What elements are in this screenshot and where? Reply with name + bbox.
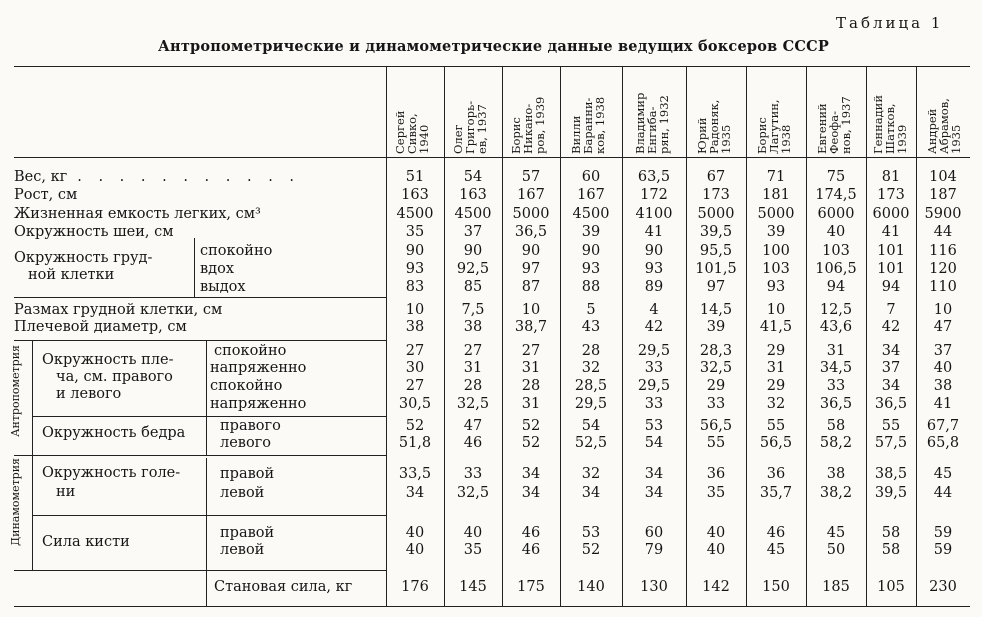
table-cell: 43,6 [819, 319, 853, 335]
table-cell: 52 [581, 542, 601, 558]
table-cell: 41 [933, 396, 953, 412]
table-cell: 42 [881, 319, 901, 335]
sep-shoulder-arm [14, 340, 386, 341]
table-cell: 36 [706, 466, 726, 482]
table-cell: 40 [463, 525, 483, 541]
table-cell: 32 [581, 360, 601, 376]
table-cell: 92,5 [456, 261, 490, 277]
table-cell: 29,5 [637, 343, 671, 359]
table-cell: 41 [644, 224, 664, 240]
table-cell: 30,5 [398, 396, 432, 412]
sep-grip [14, 570, 386, 571]
table-cell: 4500 [454, 206, 492, 222]
row-label-chest-line2: ной клетки [28, 267, 115, 283]
table-cell: 90 [521, 243, 541, 259]
table-label: Таблица 1 [836, 14, 944, 32]
table-cell: 38 [405, 319, 425, 335]
boxer-header: Евгений Феофа- нов, 1937 [815, 96, 853, 154]
row-sublabel-thigh-left: левого [220, 435, 272, 451]
table-cell: 52 [405, 418, 425, 434]
table-cell: 27 [463, 343, 483, 359]
sep-shin [32, 515, 386, 516]
table-cell: 40 [706, 525, 726, 541]
table-cell: 51,8 [398, 435, 432, 451]
table-cell: 163 [401, 187, 429, 203]
boxer-header: Вилли Баранни- ков, 1938 [569, 96, 607, 154]
table-cell: 87 [521, 279, 541, 295]
table-cell: 38 [826, 466, 846, 482]
table-cell: 27 [405, 378, 425, 394]
table-cell: 47 [463, 418, 483, 434]
table-cell: 40 [706, 542, 726, 558]
shin-sub-divider [206, 458, 207, 570]
table-cell: 33 [644, 396, 664, 412]
table-cell: 38 [463, 319, 483, 335]
table-cell: 40 [405, 542, 425, 558]
table-cell: 187 [929, 187, 957, 203]
row-sublabel-arm-calm: спокойно [214, 343, 287, 359]
table-cell: 31 [826, 343, 846, 359]
table-cell: 46 [521, 525, 541, 541]
table-cell: 34 [881, 378, 901, 394]
table-cell: 104 [929, 169, 957, 185]
table-cell: 93 [766, 279, 786, 295]
table-cell: 106,5 [815, 261, 857, 277]
table-cell: 103 [762, 261, 790, 277]
table-cell: 39,5 [874, 485, 908, 501]
table-cell: 33 [826, 378, 846, 394]
table-cell: 32 [766, 396, 786, 412]
table-cell: 58 [881, 542, 901, 558]
row-label-thigh: Окружность бедра [42, 425, 186, 441]
table-cell: 90 [581, 243, 601, 259]
table-cell: 101,5 [695, 261, 737, 277]
table-cell: 85 [463, 279, 483, 295]
table-cell: 93 [644, 261, 664, 277]
table-cell: 58 [826, 418, 846, 434]
table-cell: 43 [581, 319, 601, 335]
table-cell: 29 [766, 378, 786, 394]
table-cell: 97 [706, 279, 726, 295]
top-rule [14, 66, 970, 67]
table-cell: 38,5 [874, 466, 908, 482]
table-cell: 90 [405, 243, 425, 259]
table-cell: 5900 [924, 206, 962, 222]
table-cell: 5000 [697, 206, 735, 222]
boxer-header: Олег Григорь- ев, 1937 [451, 100, 489, 154]
table-cell: 116 [929, 243, 957, 259]
table-cell: 31 [766, 360, 786, 376]
row-label-grip: Сила кисти [42, 534, 130, 550]
table-cell: 175 [517, 579, 545, 595]
table-cell: 55 [881, 418, 901, 434]
table-cell: 36,5 [819, 396, 853, 412]
table-cell: 38 [933, 378, 953, 394]
boxer-header: Юрий Радоняк, 1935 [695, 99, 733, 154]
table-cell: 167 [577, 187, 605, 203]
col-divider [622, 66, 623, 606]
row-sublabel-arm-tense: напряженно [210, 396, 307, 412]
table-cell: 57,5 [874, 435, 908, 451]
table-cell: 7,5 [461, 302, 485, 318]
boxer-header: Геннадий Шатков, 1939 [871, 94, 909, 154]
table-cell: 65,8 [926, 435, 960, 451]
row-label-neck: Окружность шеи, см [14, 224, 174, 240]
table-cell: 100 [762, 243, 790, 259]
table-cell: 35 [405, 224, 425, 240]
table-cell: 97 [521, 261, 541, 277]
table-cell: 167 [517, 187, 545, 203]
section-label-anthropometry: Антропометрия [9, 345, 22, 437]
table-cell: 40 [933, 360, 953, 376]
table-cell: 37 [881, 360, 901, 376]
table-cell: 35 [463, 542, 483, 558]
col-divider [386, 66, 387, 606]
table-cell: 103 [822, 243, 850, 259]
table-cell: 29 [706, 378, 726, 394]
table-cell: 52 [521, 418, 541, 434]
section-label-dynamometry: Динамометрия [9, 458, 22, 546]
table-cell: 94 [881, 279, 901, 295]
boxer-header: Владимир Енгиба- рян, 1932 [633, 92, 671, 154]
row-sublabel-chest-in: вдох [200, 261, 234, 277]
table-cell: 36,5 [514, 224, 548, 240]
table-cell: 93 [405, 261, 425, 277]
table-cell: 31 [521, 396, 541, 412]
table-cell: 60 [581, 169, 601, 185]
table-cell: 32 [581, 466, 601, 482]
row-label-shoulder: Плечевой диаметр, см [14, 319, 187, 335]
table-cell: 28,3 [699, 343, 733, 359]
table-cell: 52 [521, 435, 541, 451]
table-cell: 36 [766, 466, 786, 482]
table-cell: 34,5 [819, 360, 853, 376]
table-cell: 130 [640, 579, 668, 595]
table-cell: 31 [521, 360, 541, 376]
table-caption: Антропометрические и динамометрические данные ведущих боксеров СССР [158, 38, 829, 55]
table-cell: 59 [933, 542, 953, 558]
table-cell: 34 [521, 485, 541, 501]
table-cell: 32,5 [699, 360, 733, 376]
sep-arm-thigh [32, 416, 386, 417]
table-cell: 57 [521, 169, 541, 185]
table-cell: 163 [459, 187, 487, 203]
table-cell: 41 [881, 224, 901, 240]
table-cell: 29,5 [637, 378, 671, 394]
table-cell: 94 [826, 279, 846, 295]
table-cell: 45 [766, 542, 786, 558]
anthro-side-divider [32, 340, 33, 455]
table-cell: 55 [706, 435, 726, 451]
table-cell: 71 [766, 169, 786, 185]
dyn-side-divider [32, 455, 33, 570]
table-cell: 59 [933, 525, 953, 541]
row-sublabel-arm-tense: напряженно [210, 360, 307, 376]
table-cell: 29,5 [574, 396, 608, 412]
table-cell: 39 [706, 319, 726, 335]
sep-chest [14, 297, 386, 298]
table-cell: 39 [766, 224, 786, 240]
table-cell: 58,2 [819, 435, 853, 451]
boxer-header: Андрей Абрамов, 1935 [925, 98, 963, 154]
table-cell: 27 [405, 343, 425, 359]
table-cell: 10 [766, 302, 786, 318]
table-cell: 45 [826, 525, 846, 541]
row-label-vital-capacity: Жизненная емкость легких, см³ [14, 206, 261, 222]
table-cell: 105 [877, 579, 905, 595]
row-label-arm-line2: ча, см. правого [56, 369, 173, 385]
table-cell: 32,5 [456, 485, 490, 501]
row-sublabel-chest-calm: спокойно [200, 243, 273, 259]
arm-sub-divider [206, 340, 207, 455]
header-rule [14, 157, 970, 158]
table-cell: 30 [405, 360, 425, 376]
table-cell: 53 [581, 525, 601, 541]
table-cell: 56,5 [699, 418, 733, 434]
row-label-chest: Окружность груд- [14, 250, 153, 266]
table-cell: 44 [933, 485, 953, 501]
table-cell: 10 [405, 302, 425, 318]
row-sublabel-grip-right: правой [220, 525, 275, 541]
table-cell: 67,7 [926, 418, 960, 434]
table-cell: 38,7 [514, 319, 548, 335]
table-cell: 90 [463, 243, 483, 259]
table-cell: 33 [644, 360, 664, 376]
col-divider [746, 66, 747, 606]
table-cell: 28 [521, 378, 541, 394]
table-cell: 36,5 [874, 396, 908, 412]
table-cell: 27 [521, 343, 541, 359]
table-cell: 33 [463, 466, 483, 482]
table-cell: 110 [929, 279, 957, 295]
table-cell: 14,5 [699, 302, 733, 318]
col-divider [560, 66, 561, 606]
table-cell: 40 [405, 525, 425, 541]
row-sublabel-chest-out: выдох [200, 279, 246, 295]
boxer-header: Борис Никано- ров, 1939 [509, 96, 547, 154]
table-cell: 173 [702, 187, 730, 203]
table-cell: 4500 [396, 206, 434, 222]
sep-thigh-end [14, 455, 386, 456]
table-cell: 37 [463, 224, 483, 240]
table-cell: 4500 [572, 206, 610, 222]
row-label-weight: Вес, кг . . . . . . . . . . . [14, 169, 301, 185]
table-cell: 5000 [757, 206, 795, 222]
table-cell: 42 [644, 319, 664, 335]
table-cell: 51 [405, 169, 425, 185]
table-cell: 93 [581, 261, 601, 277]
table-cell: 5000 [512, 206, 550, 222]
table-cell: 142 [702, 579, 730, 595]
table-cell: 34 [644, 466, 664, 482]
table-cell: 29 [766, 343, 786, 359]
table-cell: 185 [822, 579, 850, 595]
table-cell: 54 [463, 169, 483, 185]
table-cell: 89 [644, 279, 664, 295]
row-label-shin-line2: ни [56, 484, 76, 500]
table-cell: 37 [933, 343, 953, 359]
table-cell: 10 [521, 302, 541, 318]
table-cell: 81 [881, 169, 901, 185]
table-cell: 4100 [635, 206, 673, 222]
table-cell: 47 [933, 319, 953, 335]
table-cell: 58 [881, 525, 901, 541]
table-cell: 67 [706, 169, 726, 185]
table-cell: 28,5 [574, 378, 608, 394]
table-cell: 33,5 [398, 466, 432, 482]
table-cell: 53 [644, 418, 664, 434]
table-cell: 6000 [817, 206, 855, 222]
table-cell: 54 [644, 435, 664, 451]
table-cell: 35 [706, 485, 726, 501]
table-cell: 31 [463, 360, 483, 376]
table-cell: 60 [644, 525, 664, 541]
table-cell: 75 [826, 169, 846, 185]
bottom-rule [14, 606, 970, 607]
table-cell: 39 [581, 224, 601, 240]
table-cell: 34 [521, 466, 541, 482]
table-cell: 34 [581, 485, 601, 501]
boxer-header: Борис Лагутин, 1938 [755, 99, 793, 154]
table-cell: 32,5 [456, 396, 490, 412]
col-divider [444, 66, 445, 606]
row-label-shin: Окружность голе- [42, 465, 181, 481]
table-cell: 140 [577, 579, 605, 595]
table-cell: 52,5 [574, 435, 608, 451]
table-cell: 46 [463, 435, 483, 451]
table-cell: 41,5 [759, 319, 793, 335]
table-cell: 46 [521, 542, 541, 558]
row-sublabel-shin-left: левой [220, 485, 265, 501]
table-cell: 5 [586, 302, 596, 318]
table-cell: 34 [881, 343, 901, 359]
table-cell: 50 [826, 542, 846, 558]
table-cell: 45 [933, 466, 953, 482]
table-cell: 79 [644, 542, 664, 558]
row-label-arm: Окружность пле- [42, 352, 174, 368]
row-sublabel-grip-left: левой [220, 542, 265, 558]
boxer-header: Сергей Сивко, 1940 [393, 110, 431, 154]
table-cell: 174,5 [815, 187, 857, 203]
table-cell: 34 [405, 485, 425, 501]
table-cell: 46 [766, 525, 786, 541]
col-divider [686, 66, 687, 606]
col-divider [866, 66, 867, 606]
table-cell: 88 [581, 279, 601, 295]
table-cell: 28 [463, 378, 483, 394]
row-sublabel-arm-calm: спокойно [210, 378, 283, 394]
table-cell: 44 [933, 224, 953, 240]
table-cell: 150 [762, 579, 790, 595]
back-sub-divider [206, 570, 207, 606]
table-cell: 90 [644, 243, 664, 259]
table-cell: 56,5 [759, 435, 793, 451]
row-sublabel-shin-right: правой [220, 466, 275, 482]
table-cell: 172 [640, 187, 668, 203]
table-cell: 4 [649, 302, 659, 318]
table-cell: 83 [405, 279, 425, 295]
table-cell: 101 [877, 243, 905, 259]
table-cell: 55 [766, 418, 786, 434]
col-divider [502, 66, 503, 606]
table-cell: 38,2 [819, 485, 853, 501]
row-sublabel-thigh-right: правого [220, 418, 281, 434]
col-divider [916, 66, 917, 606]
table-cell: 7 [886, 302, 896, 318]
table-cell: 63,5 [637, 169, 671, 185]
table-cell: 39,5 [699, 224, 733, 240]
table-cell: 40 [826, 224, 846, 240]
row-label-chest-range: Размах грудной клетки, см [14, 302, 223, 318]
table-cell: 33 [706, 396, 726, 412]
table-cell: 101 [877, 261, 905, 277]
table-cell: 12,5 [819, 302, 853, 318]
chest-sub-divider [194, 238, 195, 297]
table-cell: 34 [644, 485, 664, 501]
row-label-back-strength: Становая сила, кг [214, 579, 353, 595]
col-divider [806, 66, 807, 606]
table-cell: 176 [401, 579, 429, 595]
table-cell: 35,7 [759, 485, 793, 501]
row-label-height: Рост, см [14, 187, 78, 203]
table-cell: 10 [933, 302, 953, 318]
table-cell: 54 [581, 418, 601, 434]
table-cell: 120 [929, 261, 957, 277]
table-cell: 95,5 [699, 243, 733, 259]
table-cell: 28 [581, 343, 601, 359]
table-cell: 6000 [872, 206, 910, 222]
table-cell: 181 [762, 187, 790, 203]
table-cell: 230 [929, 579, 957, 595]
table-cell: 173 [877, 187, 905, 203]
table-cell: 145 [459, 579, 487, 595]
row-label-arm-line3: и левого [56, 386, 122, 402]
